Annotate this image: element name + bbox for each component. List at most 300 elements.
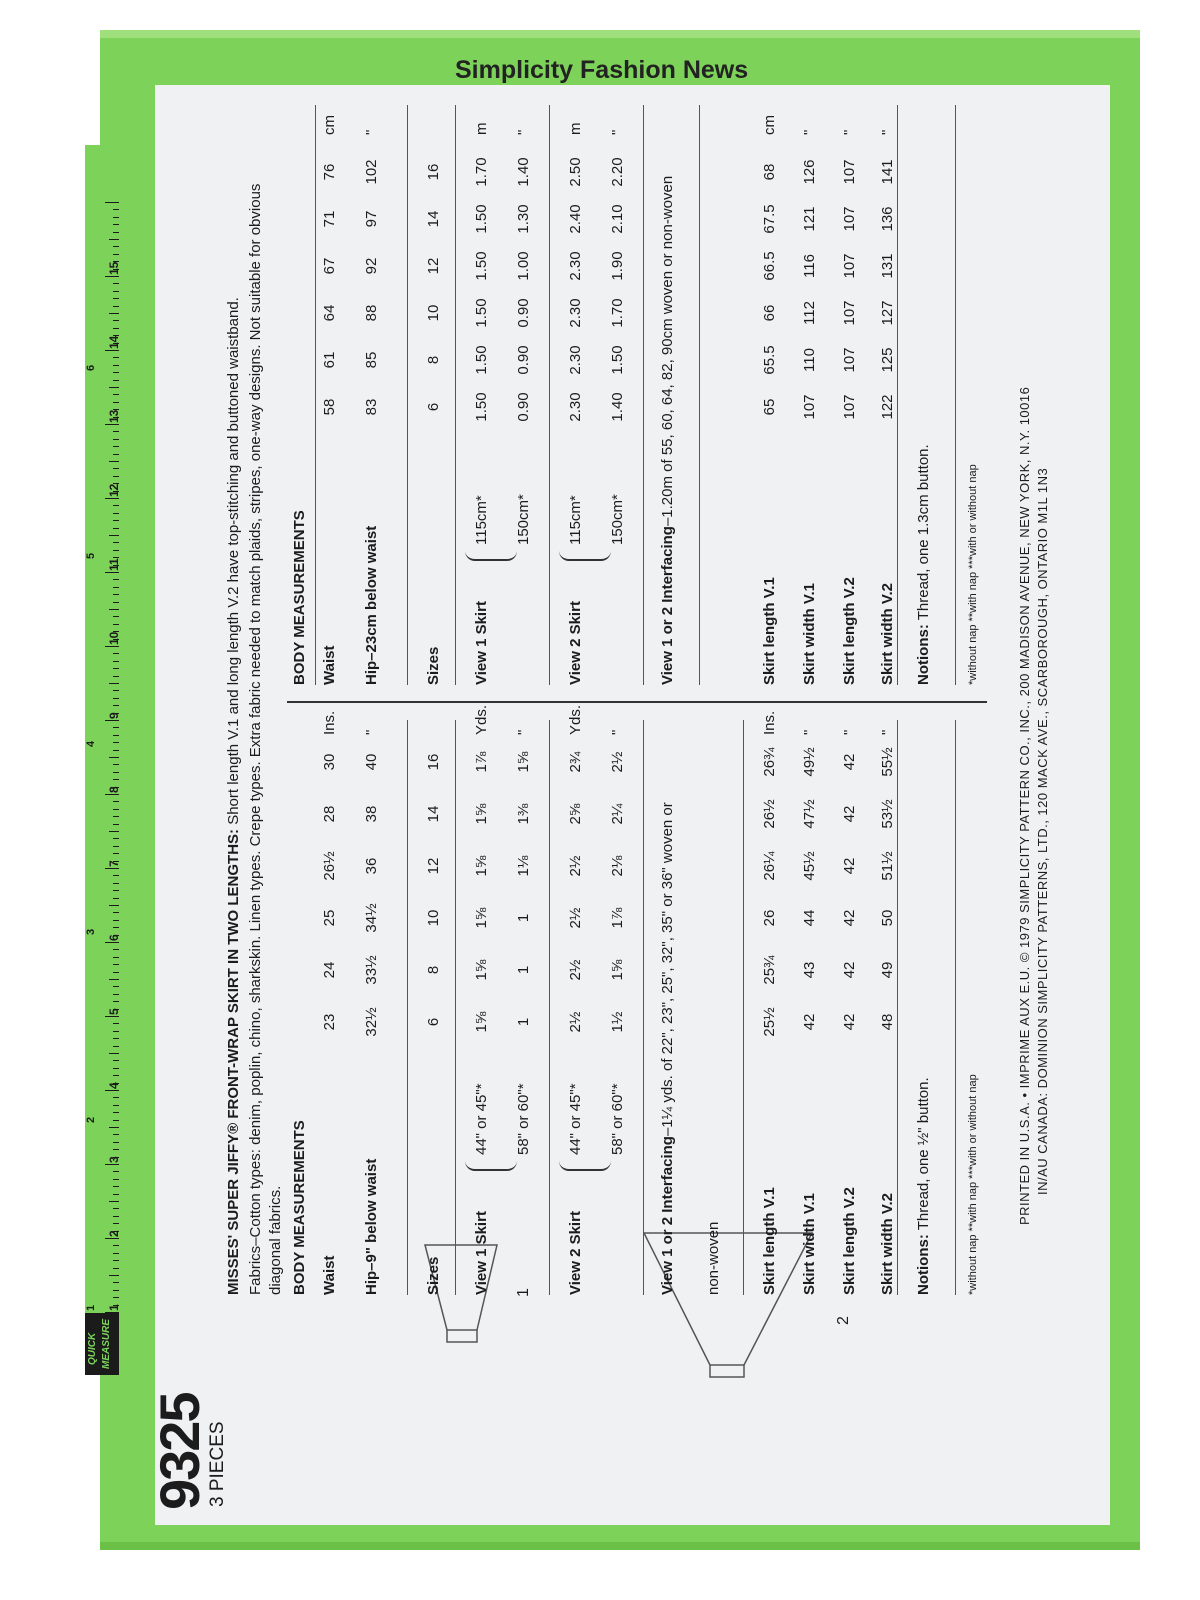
envelope-bottom-edge (100, 1542, 1140, 1550)
ruler-tick (113, 446, 119, 447)
right_table-cell: 1.50 (609, 345, 626, 375)
ruler-tick (113, 602, 119, 603)
ruler-cm-mark: 1 (107, 1304, 121, 1311)
ruler-tick (113, 380, 119, 381)
left_table-cell: 30 (321, 753, 338, 771)
metric-rule-1 (315, 105, 316, 685)
left_table-finished-cell: 48 (879, 1013, 896, 1031)
left_table-finished-cell: 42 (841, 857, 858, 875)
metric-interfacing (659, 176, 676, 685)
left_table-finished-cell: 49½ (801, 747, 818, 777)
ruler-tick (113, 912, 119, 913)
left_table-cell: 8 (425, 965, 442, 975)
ruler-cm-mark: 13 (107, 409, 121, 423)
left_table-finished-cell: 42 (841, 1013, 858, 1031)
left_table-finished-cell: 47½ (801, 799, 818, 829)
left_table-cell: 10 (425, 909, 442, 927)
left_table-cell: 1⅞ (609, 907, 626, 929)
right_table-finished-cell: 121 (801, 206, 818, 232)
right_table-cell: 1.40 (515, 157, 532, 187)
right_table-finished-cell: 112 (801, 301, 818, 325)
ruler-tick (105, 350, 119, 351)
ruler-tick (113, 727, 119, 728)
ruler-tick (105, 1090, 119, 1091)
right_table-cell: 1.50 (473, 204, 490, 234)
ruler-inch-mark: 4 (85, 740, 97, 747)
ruler-brand-block (85, 1313, 119, 1375)
ruler-tick (113, 1290, 119, 1291)
left_table-row-width: 44" or 45"* (473, 1083, 490, 1155)
ruler-tick (113, 357, 119, 358)
left_table-cell: 28 (321, 805, 338, 823)
right_table-row-unit: " (363, 129, 380, 135)
right_table-cell: 6 (425, 402, 442, 412)
ruler-tick (113, 402, 119, 403)
ruler-tick (113, 898, 119, 899)
left_table-cell: 1 (515, 1017, 532, 1027)
left_table-row-unit: " (515, 729, 532, 735)
ruler-tick (113, 306, 119, 307)
left_table-finished-label: Skirt width V.2 (879, 1193, 896, 1295)
ruler-cm-mark: 11 (107, 558, 121, 571)
right_table-finished-cell: 122 (879, 394, 896, 420)
ruler-tick (113, 1223, 119, 1224)
right_table-finished-cell: 110 (801, 348, 818, 372)
left_table-cell: 1½ (609, 1011, 626, 1033)
ruler-tick (113, 1186, 119, 1187)
right_table-finished-cell: 127 (879, 300, 896, 326)
ruler-tick (113, 1171, 119, 1172)
left_table-row-width: 58" or 60"* (515, 1083, 532, 1155)
left_table-cell: 1 (515, 913, 532, 923)
right_table-cell: 1.30 (515, 204, 532, 234)
right_table-finished-cell: 107 (801, 394, 818, 420)
ruler-tick (113, 587, 119, 588)
ruler-tick (105, 1016, 119, 1017)
ruler-tick (113, 1149, 119, 1150)
left_table-row-label: View 1 Skirt (473, 1211, 490, 1295)
ruler-tick (113, 224, 119, 225)
ruler-tick (113, 1134, 119, 1135)
ruler-tick (105, 276, 119, 277)
imperial-rule-3 (549, 720, 550, 1295)
right_table-cell: 2.20 (609, 157, 626, 187)
ruler-tick (113, 986, 119, 987)
right_table-row-unit: cm (321, 115, 338, 135)
imperial-rule-4 (643, 720, 644, 1295)
left_table-cell: 26½ (321, 851, 338, 881)
left_table-finished-cell: 42 (841, 961, 858, 979)
fabrics-line-1: Fabrics–Cotton types: denim, poplin, chino, sharkskin. Linen types. Crepe types. Extra fabric needed to match plaids, stripes, one-way designs. Not suitable for obvious (247, 183, 264, 1295)
right_table-finished-cell: 66.5 (761, 251, 778, 281)
left_table-cell: 33½ (363, 955, 380, 985)
left_table-row-label: View 2 Skirt (567, 1211, 584, 1295)
right_table-row-width: 150cm* (609, 494, 626, 545)
left_table-finished-label: Skirt length V.2 (841, 1187, 858, 1295)
imperial-interfacing-label: View 1 or 2 Interfacing (659, 1136, 676, 1295)
right_table-cell: 14 (425, 210, 442, 228)
left_table-row-label: Waist (321, 1255, 338, 1295)
left_table-cell: 24 (321, 961, 338, 979)
ruler-tick (109, 1201, 119, 1202)
right_table-cell: 1.00 (515, 251, 532, 281)
left_table-cell: 2¼ (609, 803, 626, 825)
right_table-row-width: 115cm* (567, 495, 584, 545)
right_table-cell: 1.90 (609, 251, 626, 281)
ruler-tick (113, 742, 119, 743)
ruler-tick (113, 668, 119, 669)
ruler-tick (113, 291, 119, 292)
fabrics-line-2: diagonal fabrics. (267, 1185, 284, 1295)
metric-notions-text: Thread, one 1.3cm button. (915, 444, 932, 621)
right_table-finished-cell: 125 (879, 347, 896, 373)
ruler-tick (113, 994, 119, 995)
ruler-tick (113, 698, 119, 699)
ruler-tick (113, 513, 119, 514)
right_table-row-unit: " (609, 129, 626, 135)
ruler-ticks (85, 145, 119, 1313)
view-2-label: 2 (835, 1316, 852, 1325)
right_table-cell: 92 (363, 257, 380, 275)
ruler-tick (113, 594, 119, 595)
ruler-tick (113, 209, 119, 210)
metric-rule-2 (407, 105, 408, 685)
ruler-tick (113, 1216, 119, 1217)
left_table-cell: 1⅝ (473, 803, 490, 825)
ruler-tick (113, 875, 119, 876)
right_table-finished-cell: 66 (761, 304, 778, 322)
left_table-finished-cell: 44 (801, 909, 818, 927)
left_table-finished-cell: 26¼ (761, 851, 778, 881)
footer-line-2: IN/AU CANADA: DOMINION SIMPLICITY PATTERNS, LTD., 120 MACK AVE., SCARBOROUGH, ONTARIO M1L 1N3 (1035, 467, 1050, 1195)
left_table-cell: 1 (515, 965, 532, 975)
left_table-row-width: 44" or 45"* (567, 1083, 584, 1155)
left_table-cell: 1⅝ (609, 959, 626, 981)
right_table-cell: 16 (425, 163, 442, 181)
ruler-tick (105, 868, 119, 869)
quick-measure-ruler (85, 145, 119, 1375)
ruler-tick (113, 690, 119, 691)
metric-rule-7 (897, 105, 898, 685)
ruler-tick (113, 283, 119, 284)
ruler-tick (105, 646, 119, 647)
ruler-tick (109, 757, 119, 758)
ruler-tick (113, 816, 119, 817)
ruler-tick (113, 1112, 119, 1113)
left_table-finished-unit: " (879, 729, 896, 735)
ruler-cm-mark: 14 (107, 335, 121, 349)
ruler-tick (109, 461, 119, 462)
imperial-rule-2 (455, 720, 456, 1295)
imperial-rule-6 (897, 720, 898, 1295)
table-divider (287, 701, 987, 703)
left_table-cell: 2½ (567, 959, 584, 981)
ruler-tick (113, 705, 119, 706)
right_table-row-label: View 2 Skirt (567, 601, 584, 685)
ruler-tick (113, 1194, 119, 1195)
left_table-finished-cell: 49 (879, 961, 896, 979)
ruler-cm-mark: 15 (107, 261, 121, 275)
ruler-tick (109, 905, 119, 906)
right_table-cell: 0.90 (515, 298, 532, 328)
left_table-cell: 1⅝ (473, 855, 490, 877)
ruler-tick (113, 838, 119, 839)
right_table-finished-cell: 65.5 (761, 345, 778, 375)
news-header: Simplicity Fashion News (455, 56, 749, 84)
ruler-tick (113, 1046, 119, 1047)
ruler-tick (113, 1105, 119, 1106)
ruler-brand-bottom: MEASURE (101, 1318, 112, 1369)
ruler-tick (113, 972, 119, 973)
left_table-finished-label: Skirt width V.1 (801, 1193, 818, 1295)
right_table-finished-cell: 67.5 (761, 204, 778, 234)
left_table-cell: 2½ (567, 1011, 584, 1033)
right_table-cell: 2.50 (567, 157, 584, 187)
ruler-cm-mark: 12 (107, 483, 121, 497)
ruler-tick (109, 239, 119, 240)
ruler-tick (113, 298, 119, 299)
imperial-notions-label: Notions: (915, 1234, 932, 1295)
left_table-cell: 1⅝ (515, 751, 532, 773)
metric-rule-6 (699, 105, 700, 685)
ruler-tick (113, 1038, 119, 1039)
footer-line-1: PRINTED IN U.S.A. • IMPRIME AUX E.U. © 1979 SIMPLICITY PATTERN CO., INC., 200 MADISON AVENUE, NEW YORK, N.Y. 10016 (1017, 386, 1032, 1225)
ruler-tick (105, 794, 119, 795)
right_table-finished-cell: 107 (841, 159, 858, 185)
metric-interfacing-label: View 1 or 2 Interfacing (659, 526, 676, 685)
right_table-finished-cell: 107 (841, 206, 858, 232)
left_table-cell: 25 (321, 909, 338, 927)
ruler-tick (113, 528, 119, 529)
ruler-tick (105, 1164, 119, 1165)
right_table-row-width: 150cm* (515, 494, 532, 545)
imperial-rule-7 (955, 720, 956, 1295)
pattern-back-sheet (85, 85, 1110, 1525)
ruler-tick (113, 579, 119, 580)
imperial-footnote: *without nap **with nap ***with or without nap (967, 1074, 979, 1295)
ruler-tick (113, 616, 119, 617)
ruler-cm-mark: 2 (107, 1230, 121, 1237)
ruler-tick (113, 468, 119, 469)
ruler-tick (113, 1268, 119, 1269)
ruler-tick (113, 1001, 119, 1002)
right_table-cell: 8 (425, 355, 442, 365)
imperial-rule-1 (407, 720, 408, 1295)
ruler-tick (113, 542, 119, 543)
ruler-tick (113, 1253, 119, 1254)
ruler-inch-mark: 3 (85, 928, 97, 935)
ruler-tick (113, 949, 119, 950)
ruler-tick (113, 1297, 119, 1298)
metric-body-measurements-heading: BODY MEASUREMENTS (291, 510, 308, 685)
ruler-cm-mark: 6 (107, 934, 121, 941)
left_table-cell: 23 (321, 1013, 338, 1031)
right_table-row-label: Hip–23cm below waist (363, 525, 380, 685)
ruler-tick (109, 1127, 119, 1128)
right_table-cell: 61 (321, 351, 338, 369)
ruler-inch-mark: 1 (85, 1304, 97, 1311)
left_table-finished-cell: 55½ (879, 747, 896, 777)
left_table-cell: 2⅛ (609, 855, 626, 877)
ruler-tick (113, 661, 119, 662)
right_table-finished-cell: 131 (879, 253, 896, 279)
ruler-tick (113, 520, 119, 521)
left_table-cell: 12 (425, 857, 442, 875)
right_table-cell: 12 (425, 257, 442, 275)
metric-rule-4 (549, 105, 550, 685)
right_table-finished-unit: " (801, 129, 818, 135)
ruler-tick (113, 624, 119, 625)
left_table-finished-label: Skirt length V.1 (761, 1187, 778, 1295)
right_table-cell: 64 (321, 304, 338, 322)
ruler-tick (113, 809, 119, 810)
right_table-cell: 2.30 (567, 298, 584, 328)
ruler-tick (113, 1142, 119, 1143)
right_table-finished-label: Skirt width V.1 (801, 583, 818, 685)
right_table-cell: 88 (363, 304, 380, 322)
right_table-cell: 83 (363, 398, 380, 416)
left_table-cell: 1⅞ (473, 751, 490, 773)
left_table-finished-cell: 51½ (879, 851, 896, 881)
right_table-finished-label: Skirt length V.2 (841, 577, 858, 685)
right_table-finished-cell: 107 (841, 394, 858, 420)
ruler-tick (113, 772, 119, 773)
right_table-cell: 1.70 (609, 298, 626, 328)
right_table-row-unit: m (567, 122, 584, 135)
right_table-finished-label: Skirt length V.1 (761, 577, 778, 685)
ruler-tick (113, 1060, 119, 1061)
ruler-tick (109, 1275, 119, 1276)
metric-interfacing-text: –1.20m of 55, 60, 64, 82, 90cm woven or non-woven (659, 175, 676, 527)
right_table-finished-cell: 116 (801, 254, 818, 278)
right_table-cell: 1.50 (473, 251, 490, 281)
ruler-tick (113, 1097, 119, 1098)
ruler-tick (113, 920, 119, 921)
right_table-cell: 2.10 (609, 204, 626, 234)
left_table-finished-cell: 42 (801, 1013, 818, 1031)
left_table-finished-cell: 50 (879, 909, 896, 927)
ruler-tick (113, 1075, 119, 1076)
left_table-cell: 36 (363, 857, 380, 875)
right_table-finished-cell: 126 (801, 159, 818, 185)
right_table-finished-cell: 107 (841, 253, 858, 279)
ruler-tick (113, 217, 119, 218)
ruler-tick (113, 550, 119, 551)
ruler-tick (109, 683, 119, 684)
left_table-cell: 6 (425, 1017, 442, 1027)
ruler-tick (105, 424, 119, 425)
left_table-bracket (559, 1159, 611, 1171)
right_table-cell: 58 (321, 398, 338, 416)
left_table-finished-cell: 53½ (879, 799, 896, 829)
ruler-tick (109, 387, 119, 388)
left_table-cell: 1⅝ (473, 1011, 490, 1033)
right_table-cell: 1.50 (473, 298, 490, 328)
right_table-cell: 10 (425, 304, 442, 322)
left_table-finished-cell: 26¾ (761, 747, 778, 777)
imperial-interfacing-line-2: non-woven (705, 1221, 722, 1295)
ruler-tick (113, 824, 119, 825)
right_table-cell: 97 (363, 210, 380, 228)
ruler-tick (105, 720, 119, 721)
ruler-tick (105, 1238, 119, 1239)
ruler-cm-mark: 10 (107, 631, 121, 645)
right_table-finished-cell: 136 (879, 206, 896, 232)
left_table-cell: 2¾ (567, 751, 584, 773)
left_table-cell: 2⅝ (567, 803, 584, 825)
right_table-cell: 1.50 (473, 392, 490, 422)
right_table-cell: 76 (321, 163, 338, 181)
left_table-finished-unit: " (841, 729, 858, 735)
left_table-cell: 32½ (363, 1007, 380, 1037)
right_table-row-label: Waist (321, 645, 338, 685)
ruler-tick (113, 1031, 119, 1032)
metric-footnote: *without nap **with nap ***with or without nap (967, 464, 979, 685)
imperial-interfacing (659, 802, 676, 1295)
left_table-finished-cell: 26 (761, 909, 778, 927)
left_table-cell: 14 (425, 805, 442, 823)
right_table-cell: 2.40 (567, 204, 584, 234)
left_table-cell: 1⅛ (515, 855, 532, 877)
envelope-top-edge (100, 30, 1140, 38)
right_table-cell: 67 (321, 257, 338, 275)
ruler-tick (109, 979, 119, 980)
ruler-tick (113, 439, 119, 440)
left_table-finished-cell: 42 (841, 805, 858, 823)
ruler-tick (113, 476, 119, 477)
view-1-label: 1 (515, 1288, 532, 1297)
imperial-notions (915, 1077, 932, 1295)
right_table-cell: 71 (321, 210, 338, 228)
metric-notions (915, 444, 932, 685)
ruler-tick (113, 653, 119, 654)
ruler-tick (113, 750, 119, 751)
ruler-tick (113, 365, 119, 366)
ruler-tick (113, 320, 119, 321)
left_table-finished-cell: 25½ (761, 1007, 778, 1037)
ruler-tick (113, 431, 119, 432)
left_table-cell: 1⅝ (473, 959, 490, 981)
ruler-tick (113, 927, 119, 928)
ruler-tick (113, 1179, 119, 1180)
right_table-finished-unit: cm (761, 115, 778, 135)
metric-rule-8 (955, 105, 956, 685)
left_table-cell: 2½ (567, 855, 584, 877)
left_table-cell: 40 (363, 753, 380, 771)
right_table-bracket (465, 549, 517, 561)
ruler-tick (113, 735, 119, 736)
ruler-tick (113, 846, 119, 847)
left_table-finished-cell: 26½ (761, 799, 778, 829)
right_table-finished-label: Skirt width V.2 (879, 583, 896, 685)
ruler-tick (105, 498, 119, 499)
ruler-tick (109, 313, 119, 314)
ruler-tick (113, 890, 119, 891)
right_table-cell: 2.30 (567, 251, 584, 281)
ruler-tick (105, 1312, 119, 1313)
left_table-row-unit: Ins. (321, 710, 338, 735)
left_table-row-width: 58" or 60"* (609, 1083, 626, 1155)
ruler-tick (113, 1260, 119, 1261)
left_table-finished-cell: 45½ (801, 851, 818, 881)
ruler-tick (113, 394, 119, 395)
ruler-tick (109, 609, 119, 610)
metric-notions-label: Notions: (915, 624, 932, 685)
left_table-cell: 2½ (567, 907, 584, 929)
right_table-finished-unit: " (841, 129, 858, 135)
ruler-inch-mark: 2 (85, 1116, 97, 1123)
ruler-brand-top: QUICK (87, 1332, 98, 1365)
